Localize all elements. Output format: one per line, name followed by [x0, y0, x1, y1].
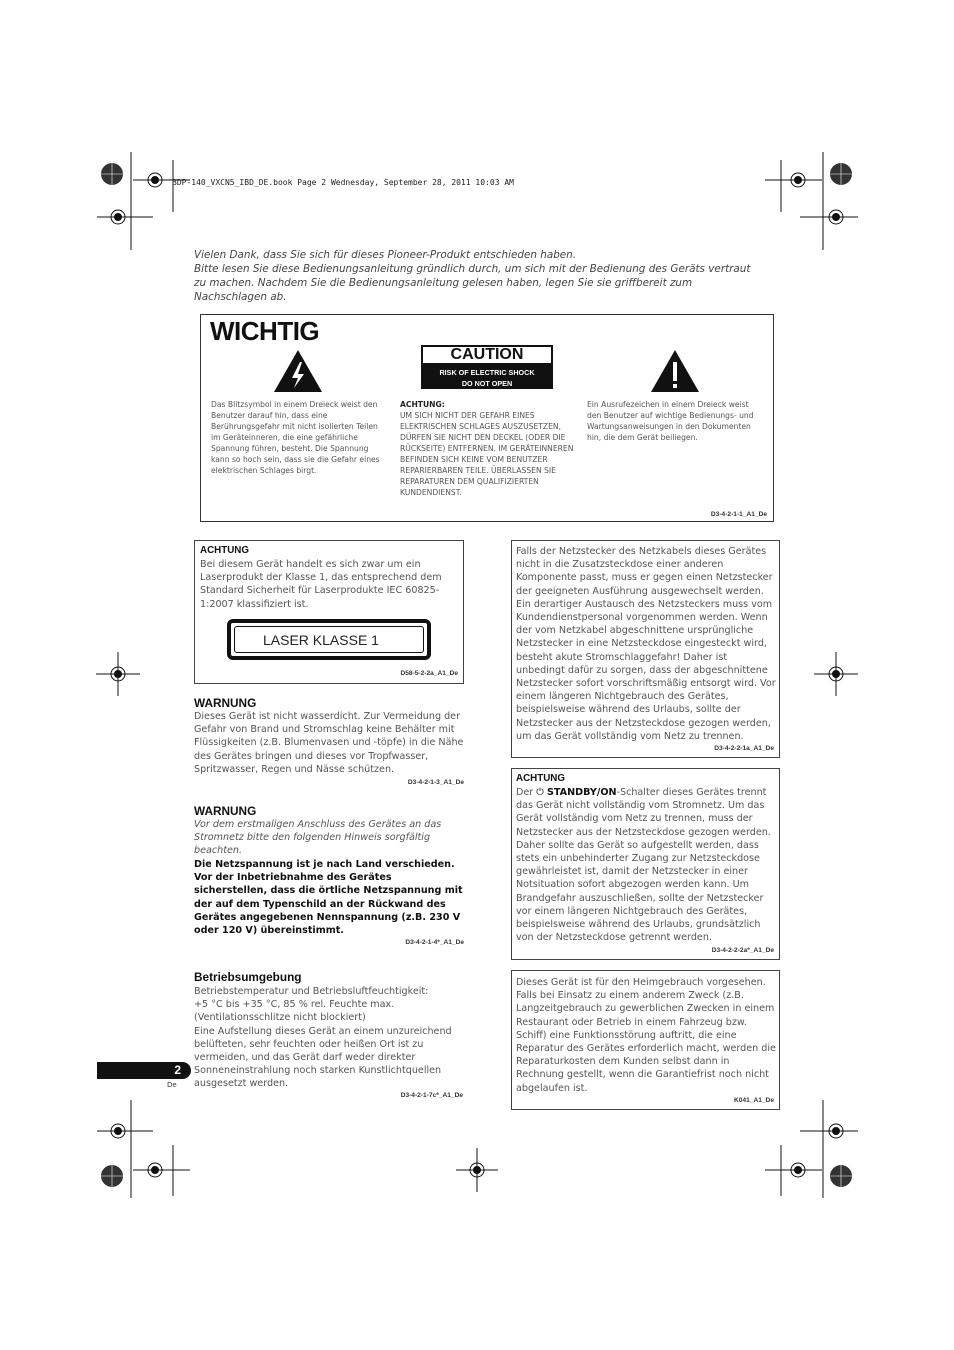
stecker-text: Falls der Netzstecker des Netzkabels dieses Gerätes nicht in die Zusatzsteckdose einer anderen Komponente passt, muss er gegen einen Netzstecker der geeigneten Ausführung ausgewechselt werden. Ein derartiger Austausch des Netzsteckers muss vom Kundendienstpersonal vorgenommen werden. Wenn der vom Netzkabel abgeschnittene ursprüngliche Netzstecker in eine Netzsteckdose eingesteckt wird, besteht akute Stromschlaggefahr! Daher ist unbedingt dafür zu sorgen, dass der abgeschnittene Netzstecker sofort vorschriftsmäßig entsorgt wird. Vor einem längeren Nichtgebrauch des Gerätes, beispielsweise während des Urlaubs, sollte der Netzstecker aus der Netzsteckdose gezogen werden, um das Gerät vollständig vom Netz zu trennen.: [516, 546, 776, 742]
betrieb-code: D3-4-2-1-7c*_A1_De: [400, 1092, 463, 1099]
achtung-shock-body: UM SICH NICHT DER GEFAHR EINES ELEKTRISCHEN SCHLAGES AUSZUSETZEN, DÜRFEN SIE NICHT DEN DECKEL (ODER DIE RÜCKSEITE) ENTFERNEN. IM GERÄTEINNEREN BEFINDEN SICH KEINE VOM BENUTZER REPARIERBAREN TEILE. ÜBERLASSEN SIE REPARATUREN DEM QUALIFIZIERTEN KUNDENDIENST.: [400, 411, 574, 497]
intro-text: [194, 248, 754, 304]
betrieb-text-3: Eine Aufstellung dieses Gerät an einem unzureichend belüfteten, sehr feuchten oder heißen Ort ist zu vermeiden, und das Gerät darf weder direkter Sonneneinstrahlung noch starken Kunstlichtquellen ausgesetzt werden.: [194, 1025, 452, 1090]
caution-sub-line-2: DO NOT OPEN: [461, 379, 513, 388]
caution-subtitle: [421, 365, 553, 389]
standby-code: D3-4-2-2-2a*_A1_De: [711, 947, 774, 954]
intro-line-1: Vielen Dank, dass Sie sich für dieses Pioneer-Produkt entschieden haben.: [194, 249, 577, 261]
stecker-code: D3-4-2-2-1a_A1_De: [714, 745, 774, 752]
warnung-2-head: WARNUNG: [194, 804, 257, 818]
standby-pre: Der: [516, 787, 537, 798]
laser-head: ACHTUNG: [200, 545, 249, 556]
caution-label: [421, 345, 553, 391]
laser-class-label: [227, 619, 431, 660]
achtung-shock-text: [400, 399, 576, 498]
warnung-2-italic: Vor dem erstmaligen Anschluss des Gerätes an das Stromnetz bitte den folgenden Hinweis sorgfältig beachten.: [194, 819, 442, 857]
exclamation-warning-icon: [649, 348, 701, 394]
exclamation-explanation: Ein Ausrufezeichen in einem Dreieck weist den Benutzer auf wichtige Bedienungs- und Wartungsanweisungen in den Dokumenten hin, die dem Gerät beiliegen.: [587, 400, 754, 442]
lightning-warning-icon: [272, 348, 324, 394]
standby-bold: STANDBY/ON: [546, 787, 617, 798]
laser-text: Bei diesem Gerät handelt es sich zwar um ein Laserprodukt der Klasse 1, das entsprechend dem Standard Sicherheit für Laserprodukte IEC 60825-1:2007 klassifiziert ist.: [200, 559, 442, 610]
wichtig-title: WICHTIG: [210, 316, 320, 346]
warnung-2-code: D3-4-2-1-4*_A1_De: [405, 939, 464, 946]
achtung-shock-head: ACHTUNG:: [400, 400, 445, 409]
warnung-1-code: D3-4-2-1-3_A1_De: [407, 779, 464, 786]
heim-text: Dieses Gerät ist für den Heimgebrauch vorgesehen. Falls bei Einsatz zu einem anderem Zweck (z.B. Langzeitgebrauch zu gewerblichen Zwecken in einem Restaurant oder Betrieb in einem Fahrzeug bzw. Schiff) eine Funktionsstörung auftritt, die eine Reparatur des Gerätes erforderlich macht, werden die Reparaturkosten dem Kunden selbst dann in Rechnung gestellt, wenn die Garantiefrist noch nicht abgelaufen ist.: [516, 977, 776, 1094]
standby-head: ACHTUNG: [516, 773, 565, 784]
warnung-1-head: WARNUNG: [194, 696, 257, 710]
laser-class-text: LASER KLASSE 1: [234, 626, 424, 653]
page-number-tab: [97, 1062, 191, 1079]
wichtig-code: D3-4-2-1-1_A1_De: [710, 511, 767, 518]
warnung-1-text: Dieses Gerät ist nicht wasserdicht. Zur Vermeidung der Gefahr von Brand und Stromschlag keine Behälter mit Flüssigkeiten (z.B. Blumenvasen und -töpfe) in die Nähe des Gerätes bringen und dieses vor Tropfwasser, Spritzwasser, Regen und Nässe schützen.: [194, 711, 464, 775]
standby-text: [516, 786, 774, 944]
betrieb-text: [194, 985, 464, 1091]
caution-title: CAUTION: [421, 345, 553, 365]
power-icon: ⏻: [536, 787, 544, 798]
intro-line-2: Bitte lesen Sie diese Bedienungsanleitung gründlich durch, um sich mit der Bedienung des Geräts vertraut zu machen. Nachdem Sie die Bedienungsanleitung gelesen haben, legen Sie sie griffbereit zum Nachschlagen ab.: [194, 263, 751, 303]
heim-code: K041_A1_De: [734, 1097, 774, 1104]
page-language: De: [167, 1081, 177, 1089]
print-header-line: BDP-140_VXCN5_IBD_DE.book Page 2 Wednesday, September 28, 2011 10:03 AM: [172, 178, 514, 187]
betrieb-text-2: +5 °C bis +35 °C, 85 % rel. Feuchte max. (Ventilationsschlitze nicht blockiert): [194, 999, 395, 1024]
betrieb-head: Betriebsumgebung: [194, 970, 302, 984]
standby-body: -Schalter dieses Gerätes trennt das Gerät nicht vollständig vom Stromnetz. Um das Gerät vollständig vom Netz zu trennen, muss der Netzstecker aus der Netzsteckdose gezogen werden. Daher sollte das Gerät so aufgestellt werden, dass stets ein unbehinderter Zugang zur Netzsteckdose gewährleistet ist, damit der Netzstecker in einer Notsituation sofort abgezogen werden kann. Um Brandgefahr auszuschließen, sollte der Netzstecker vor einem längeren Nichtgebrauch des Gerätes, beispielsweise während des Urlaubs, grundsätzlich von der Netzsteckdose getrennt werden.: [516, 787, 771, 944]
caution-sub-line-1: RISK OF ELECTRIC SHOCK: [439, 368, 535, 377]
lightning-explanation: Das Blitzsymbol in einem Dreieck weist den Benutzer darauf hin, dass eine Berührungsgefahr mit nicht isolierten Teilen im Geräteinneren, die eine gefährliche Spannung führen, besteht. Die Spannung kann so hoch sein, dass sie die Gefahr eines elektrischen Schlages birgt.: [211, 400, 380, 475]
betrieb-text-1: Betriebstemperatur und Betriebsluftfeuchtigkeit:: [194, 986, 429, 997]
laser-code: D58-5-2-2a_A1_De: [400, 670, 458, 677]
warnung-2-bold: Die Netzspannung ist je nach Land verschieden. Vor der Inbetriebnahme des Gerätes sicherstellen, dass die örtliche Netzspannung mit der auf dem Typenschild an der Rückwand des Gerätes angegebenen Nennspannung (z.B. 230 V oder 120 V) übereinstimmt.: [194, 859, 463, 937]
page-number: 2: [174, 1063, 181, 1077]
